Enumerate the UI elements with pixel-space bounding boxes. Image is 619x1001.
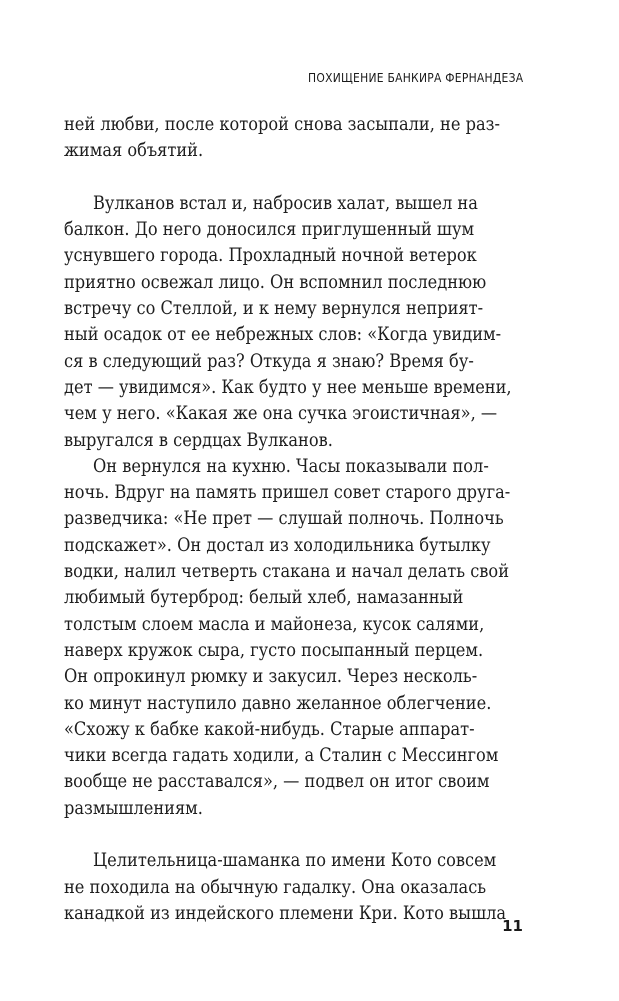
text-line: чем у него. «Какая же она сучка эгоистичная», — [64, 402, 498, 425]
text-line: приятно освежал лицо. Он вспомнил последнюю [64, 270, 487, 293]
text-line: подскажет». Он достал из холодильника бутылку [64, 533, 491, 556]
text-line: выругался в сердцах Вулканов. [64, 428, 333, 451]
text-line: ночь. Вдруг на память пришел совет старого друга- [64, 481, 511, 504]
page-number: 11 [502, 917, 523, 935]
text-line: разведчика: «Не прет — слушай полночь. Полночь [64, 507, 504, 530]
text-line: вообще не расставался», — подвел он итог своим [64, 770, 490, 793]
text-line: Целительница-шаманка по имени Кото совсем [93, 849, 497, 872]
text-line: Он вернулся на кухню. Часы показывали пол- [93, 454, 489, 477]
text-line: балкон. До него доносился приглушенный шум [64, 218, 475, 241]
text-line: ся в следующий раз? Откуда я знаю? Время бу- [64, 349, 474, 372]
text-line: жимая объятий. [64, 139, 204, 162]
text-line: наверх кружок сыра, густо посыпанный перцем. [64, 638, 484, 661]
text-line: водки, налил четверть стакана и начал делать свой [64, 560, 509, 583]
text-line: канадкой из индейского племени Кри. Кото вышла [64, 901, 507, 924]
text-line: уснувшего города. Прохладный ночной ветерок [64, 244, 477, 267]
text-line: толстым слоем масла и майонеза, кусок салями, [64, 612, 485, 635]
text-line: ней любви, после которой снова засыпали, не раз- [64, 113, 500, 135]
running-head: ПОХИЩЕНИЕ БАНКИРА ФЕРНАНДЕЗА [307, 70, 523, 85]
text-line: чики всегда гадать ходили, а Сталин с Мессингом [64, 744, 499, 767]
paragraph-gap [64, 164, 522, 190]
text-line: любимый бутерброд: белый хлеб, намазанный [64, 586, 464, 609]
text-line: встречу со Стеллой, и к нему вернулся неприят- [64, 297, 484, 320]
text-line: дет — увидимся». Как будто у нее меньше времени, [64, 375, 512, 398]
text-line: Вулканов встал и, набросив халат, вышел на [93, 191, 478, 214]
paragraph-gap [64, 821, 522, 847]
text-line: не походила на обычную гадалку. Она оказалась [64, 875, 487, 898]
text-line: ко минут наступило давно желанное облегчение. [64, 691, 492, 714]
text-line: ный осадок от ее небрежных слов: «Когда увидим- [64, 323, 502, 346]
text-line: размышлениям. [64, 796, 203, 819]
body-text [64, 111, 522, 926]
text-line: Он опрокинул рюмку и закусил. Через несколь- [64, 665, 478, 688]
text-line: «Схожу к бабке какой-нибудь. Старые аппарат- [64, 717, 475, 740]
